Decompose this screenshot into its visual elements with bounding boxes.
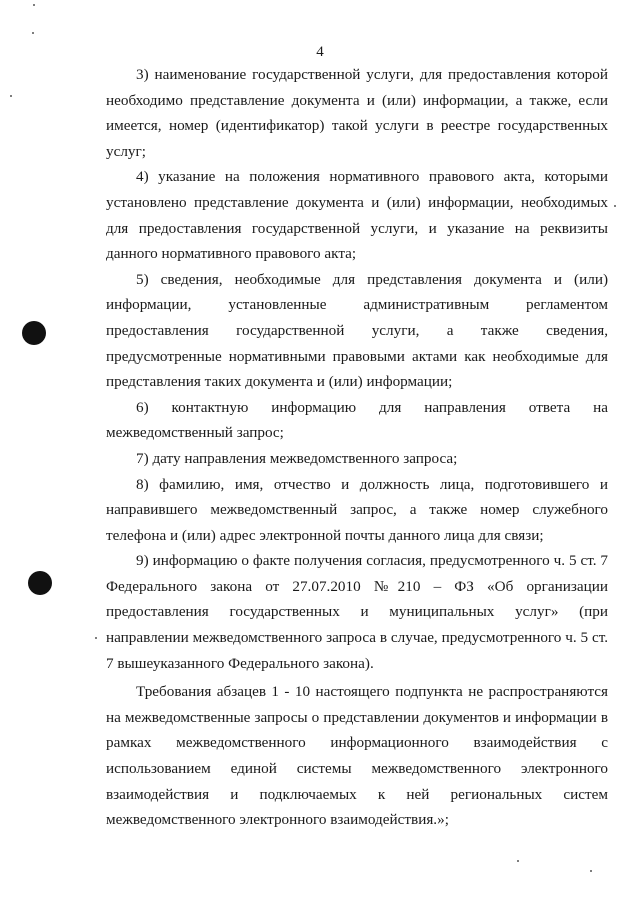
scan-speck <box>590 870 592 872</box>
punch-hole-bottom <box>28 571 52 595</box>
list-item-8: 8) фамилию, имя, отчество и должность лица, подготовившего и направившего межведомственный запрос, а также номер служебного телефона и (или) адрес электронной почты данного лица для связи; <box>106 475 608 544</box>
list-item-3: 3) наименование государственной услуги, для предоставления которой необходимо представление документа и (или) информации, а также, если имеется, номер (идентификатор) такой услуги в реестре государственных услуг; <box>106 66 608 160</box>
list-item-9: 9) информацию о факте получения согласия, предусмотренного ч. 5 ст. 7 Федерального закона от 27.07.2010 №210 – ФЗ «Об организации предоставления государственных и муниципальных услуг» (при направлении межведомственного запроса в случае, предусмотренного ч. 5 ст. 7 вышеуказанного Федерального закона). <box>106 552 608 672</box>
document-body <box>106 62 608 833</box>
scan-speck <box>614 205 616 207</box>
scan-speck <box>32 32 34 34</box>
list-item-6: 6) контактную информацию для направления ответа на межведомственный запрос; <box>106 398 608 442</box>
list-item-5: 5) сведения, необходимые для представления документа и (или) информации, установленные административным регламентом предоставления государственной услуги, а также сведения, предусмотренные нормативными правовыми актами как необходимые для представления таких документа и (или) информации; <box>106 270 608 391</box>
scan-speck <box>10 95 12 97</box>
punch-hole-top <box>22 321 46 345</box>
scan-speck <box>95 637 97 639</box>
list-item-7: 7) дату направления межведомственного запроса; <box>136 449 458 467</box>
scan-speck <box>33 4 35 6</box>
list-item-4: 4) указание на положения нормативного правового акта, которыми установлено представление документа и (или) информации, необходимых для предоставления государственной услуги, и указание на реквизиты данного нормативного правового акта; <box>106 168 608 263</box>
requirements-paragraph: Требования абзацев 1 - 10 настоящего подпункта не распространяются на межведомственные запросы о представлении документов и информации в рамках межведомственного информационного взаимодействия с использованием единой системы межведомственного электронного взаимодействия и подключаемых к ней региональных систем межведомственного электронного взаимодействия.»; <box>106 683 608 829</box>
scan-speck <box>517 860 519 862</box>
page-number: 4 <box>316 44 324 60</box>
